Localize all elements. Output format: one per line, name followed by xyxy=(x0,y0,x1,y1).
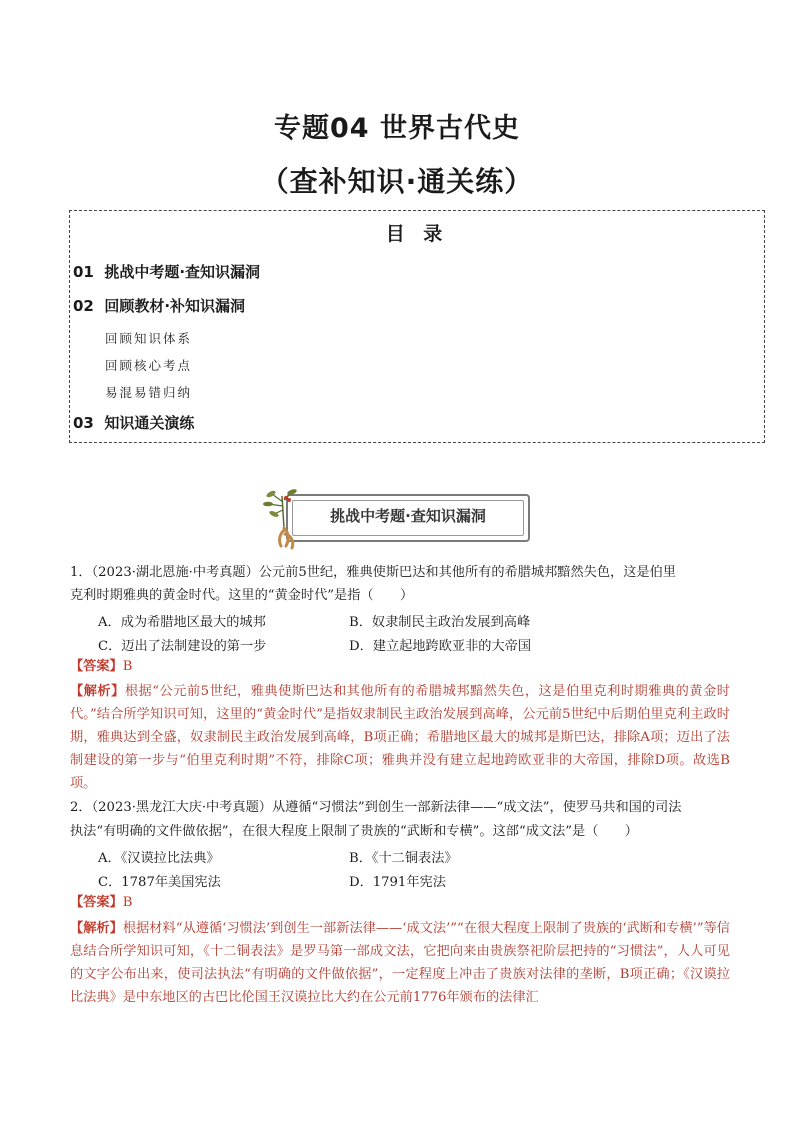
toc-item-number: 01 xyxy=(73,263,94,281)
table-of-contents xyxy=(69,210,765,443)
question-1-answer xyxy=(70,657,132,676)
toc-item-03[interactable] xyxy=(73,412,194,433)
toc-item-label: 挑战中考题·查知识漏洞 xyxy=(104,263,261,281)
question-2-option-a[interactable]: A．《汉谟拉比法典》 xyxy=(98,851,220,866)
question-2-option-d[interactable]: D．1791年宪法 xyxy=(349,875,446,890)
answer-tag: 【答案】 xyxy=(70,659,123,674)
banner-label: 挑战中考题·查知识漏洞 xyxy=(330,507,486,525)
toc-subitem[interactable]: 易混易错归纳 xyxy=(105,385,193,400)
toc-item-number: 02 xyxy=(73,297,94,315)
analysis-tag: 【解析】 xyxy=(70,684,125,699)
question-2-answer xyxy=(70,893,132,912)
question-1-stem-line-1: 1．（2023·湖北恩施·中考真题）公元前5世纪，雅典使斯巴达和其他所有的希腊城邦黯然失色，这是伯里 xyxy=(70,565,676,580)
question-1-option-a[interactable]: A．成为希腊地区最大的城邦 xyxy=(98,615,266,630)
banner-frame xyxy=(286,494,530,542)
question-1-analysis xyxy=(70,680,730,795)
toc-item-number: 03 xyxy=(73,414,94,432)
page-subtitle: （查补知识·通关练） xyxy=(260,165,534,198)
toc-subitem[interactable]: 回顾知识体系 xyxy=(105,331,193,346)
question-2-stem-line-1: 2．（2023·黑龙江大庆·中考真题）从遵循“习惯法”到创生一部新法律——“成文法”，使罗马共和国的司法 xyxy=(70,800,682,815)
ginseng-plant-icon xyxy=(262,488,306,550)
question-1-option-d[interactable]: D．建立起地跨欧亚非的大帝国 xyxy=(349,639,532,654)
section-banner xyxy=(262,488,532,550)
page-title: 专题04 世界古代史 xyxy=(274,113,520,144)
question-1-option-c[interactable]: C．迈出了法制建设的第一步 xyxy=(98,639,267,654)
question-2-analysis xyxy=(70,917,730,1009)
question-1-stem-line-2: 克利时期雅典的黄金时代。这里的“黄金时代”是指（ ） xyxy=(70,588,414,603)
question-2-option-c[interactable]: C．1787年美国宪法 xyxy=(98,875,221,890)
toc-subitem[interactable]: 回顾核心考点 xyxy=(105,358,193,373)
question-2-option-b[interactable]: B．《十二铜表法》 xyxy=(349,851,458,866)
analysis-text: 根据材料“从遵循‘习惯法’到创生一部新法律——‘成文法’”“在很大程度上限制了贵族的‘武断和专横’”等信息结合所学知识可知，《十二铜表法》是罗马第一部成文法，它把向来由贵族祭祀阶层把持的“习惯法”，人人可见的文字公布出来，使司法执法“有明确的文件做依据”，一定程度上冲击了贵族对法律的垄断，B项正确；《汉谟拉比法典》是中东地区的古巴比伦国王汉谟拉比大约在公元前1776年颁布的法律汇 xyxy=(70,921,730,1005)
toc-item-01[interactable] xyxy=(73,261,260,282)
answer-value: B xyxy=(122,659,133,674)
analysis-text: 根据“公元前5世纪，雅典使斯巴达和其他所有的希腊城邦黯然失色，这是伯里克利时期雅典的黄金时代。”结合所学知识可知，这里的“黄金时代”是指奴隶制民主政治发展到高峰，公元前5世纪中后期伯里克利主政时期，雅典达到全盛，奴隶制民主政治发展到高峰，B项正确；希腊地区最大的城邦是斯巴达，排除A项；迈出了法制建设的第一步与“伯里克利时期”不符，排除C项；雅典并没有建立起地跨欧亚非的大帝国，排除D项。故选B项。 xyxy=(70,684,730,791)
toc-heading: 目 录 xyxy=(385,223,449,245)
answer-tag: 【答案】 xyxy=(70,895,123,910)
toc-item-label: 知识通关演练 xyxy=(104,414,195,432)
answer-value: B xyxy=(122,895,133,910)
question-2-stem-line-2: 执法“有明确的文件做依据”，在很大程度上限制了贵族的“武断和专横”。这部“成文法”是（ ） xyxy=(70,824,638,839)
analysis-tag: 【解析】 xyxy=(70,921,123,936)
toc-item-label: 回顾教材·补知识漏洞 xyxy=(104,297,246,315)
question-1-option-b[interactable]: B．奴隶制民主政治发展到高峰 xyxy=(349,615,531,630)
toc-item-02[interactable] xyxy=(73,295,245,316)
